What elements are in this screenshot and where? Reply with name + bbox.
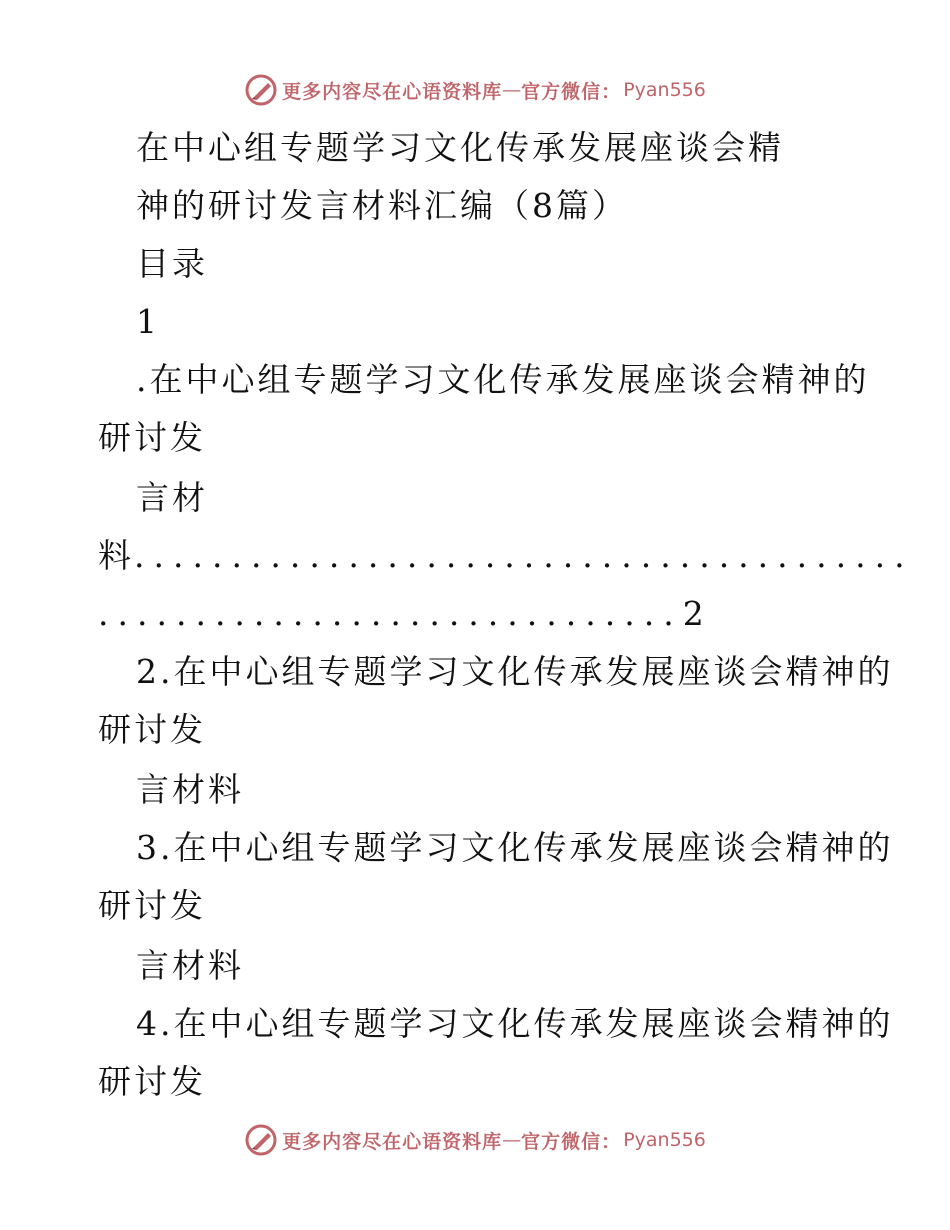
toc-item2-line3: 言材料	[136, 770, 244, 809]
pen-logo-icon	[244, 1123, 278, 1157]
toc-item1-line4	[98, 534, 914, 578]
toc-item1-number: 1	[136, 302, 160, 341]
watermark-wechat-id: Pyan556	[623, 79, 706, 101]
toc-item1-line3: 言材	[136, 478, 208, 517]
toc-item4-line1: 4.在中心组专题学习文化传承发展座谈会精神的	[136, 1004, 894, 1043]
watermark-text: 更多内容尽在心语资料库	[282, 80, 503, 103]
toc-item2-line1: 2.在中心组专题学习文化传承发展座谈会精神的	[136, 652, 894, 691]
watermark-header	[0, 70, 950, 110]
watermark-footer	[0, 1120, 950, 1160]
watermark-wechat-label: 官方微信：	[521, 80, 622, 103]
toc-item3-line2: 研讨发	[98, 886, 206, 925]
toc-item1-page-number: 2	[682, 594, 707, 633]
watermark-dash: —	[502, 1129, 522, 1151]
toc-item3-line1: 3.在中心组专题学习文化传承发展座谈会精神的	[136, 828, 894, 867]
toc-item4-line2: 研讨发	[98, 1062, 206, 1101]
toc-item1-leader-dots-2: ..............................	[98, 594, 683, 633]
watermark-wechat-label: 官方微信：	[521, 1130, 622, 1153]
toc-item1-line2: 研讨发	[98, 418, 206, 457]
toc-heading: 目录	[136, 244, 208, 283]
toc-item3-line3: 言材料	[136, 946, 244, 985]
pen-logo-icon	[244, 73, 278, 107]
toc-item1-line4-prefix: 料	[98, 536, 134, 575]
document-title-line2: 神的研讨发言材料汇编（8篇）	[136, 186, 628, 225]
watermark-wechat-id: Pyan556	[623, 1129, 706, 1151]
watermark-text: 更多内容尽在心语资料库	[282, 1130, 503, 1153]
toc-item1-line1: .在中心组专题学习文化传承发展座谈会精神的	[136, 360, 870, 399]
toc-item1-leader-dots: ........................................	[134, 536, 914, 575]
toc-item2-line2: 研讨发	[98, 710, 206, 749]
watermark-dash: —	[502, 79, 522, 101]
document-title-line1: 在中心组专题学习文化传承发展座谈会精	[136, 128, 784, 167]
toc-item1-line5	[98, 592, 707, 636]
